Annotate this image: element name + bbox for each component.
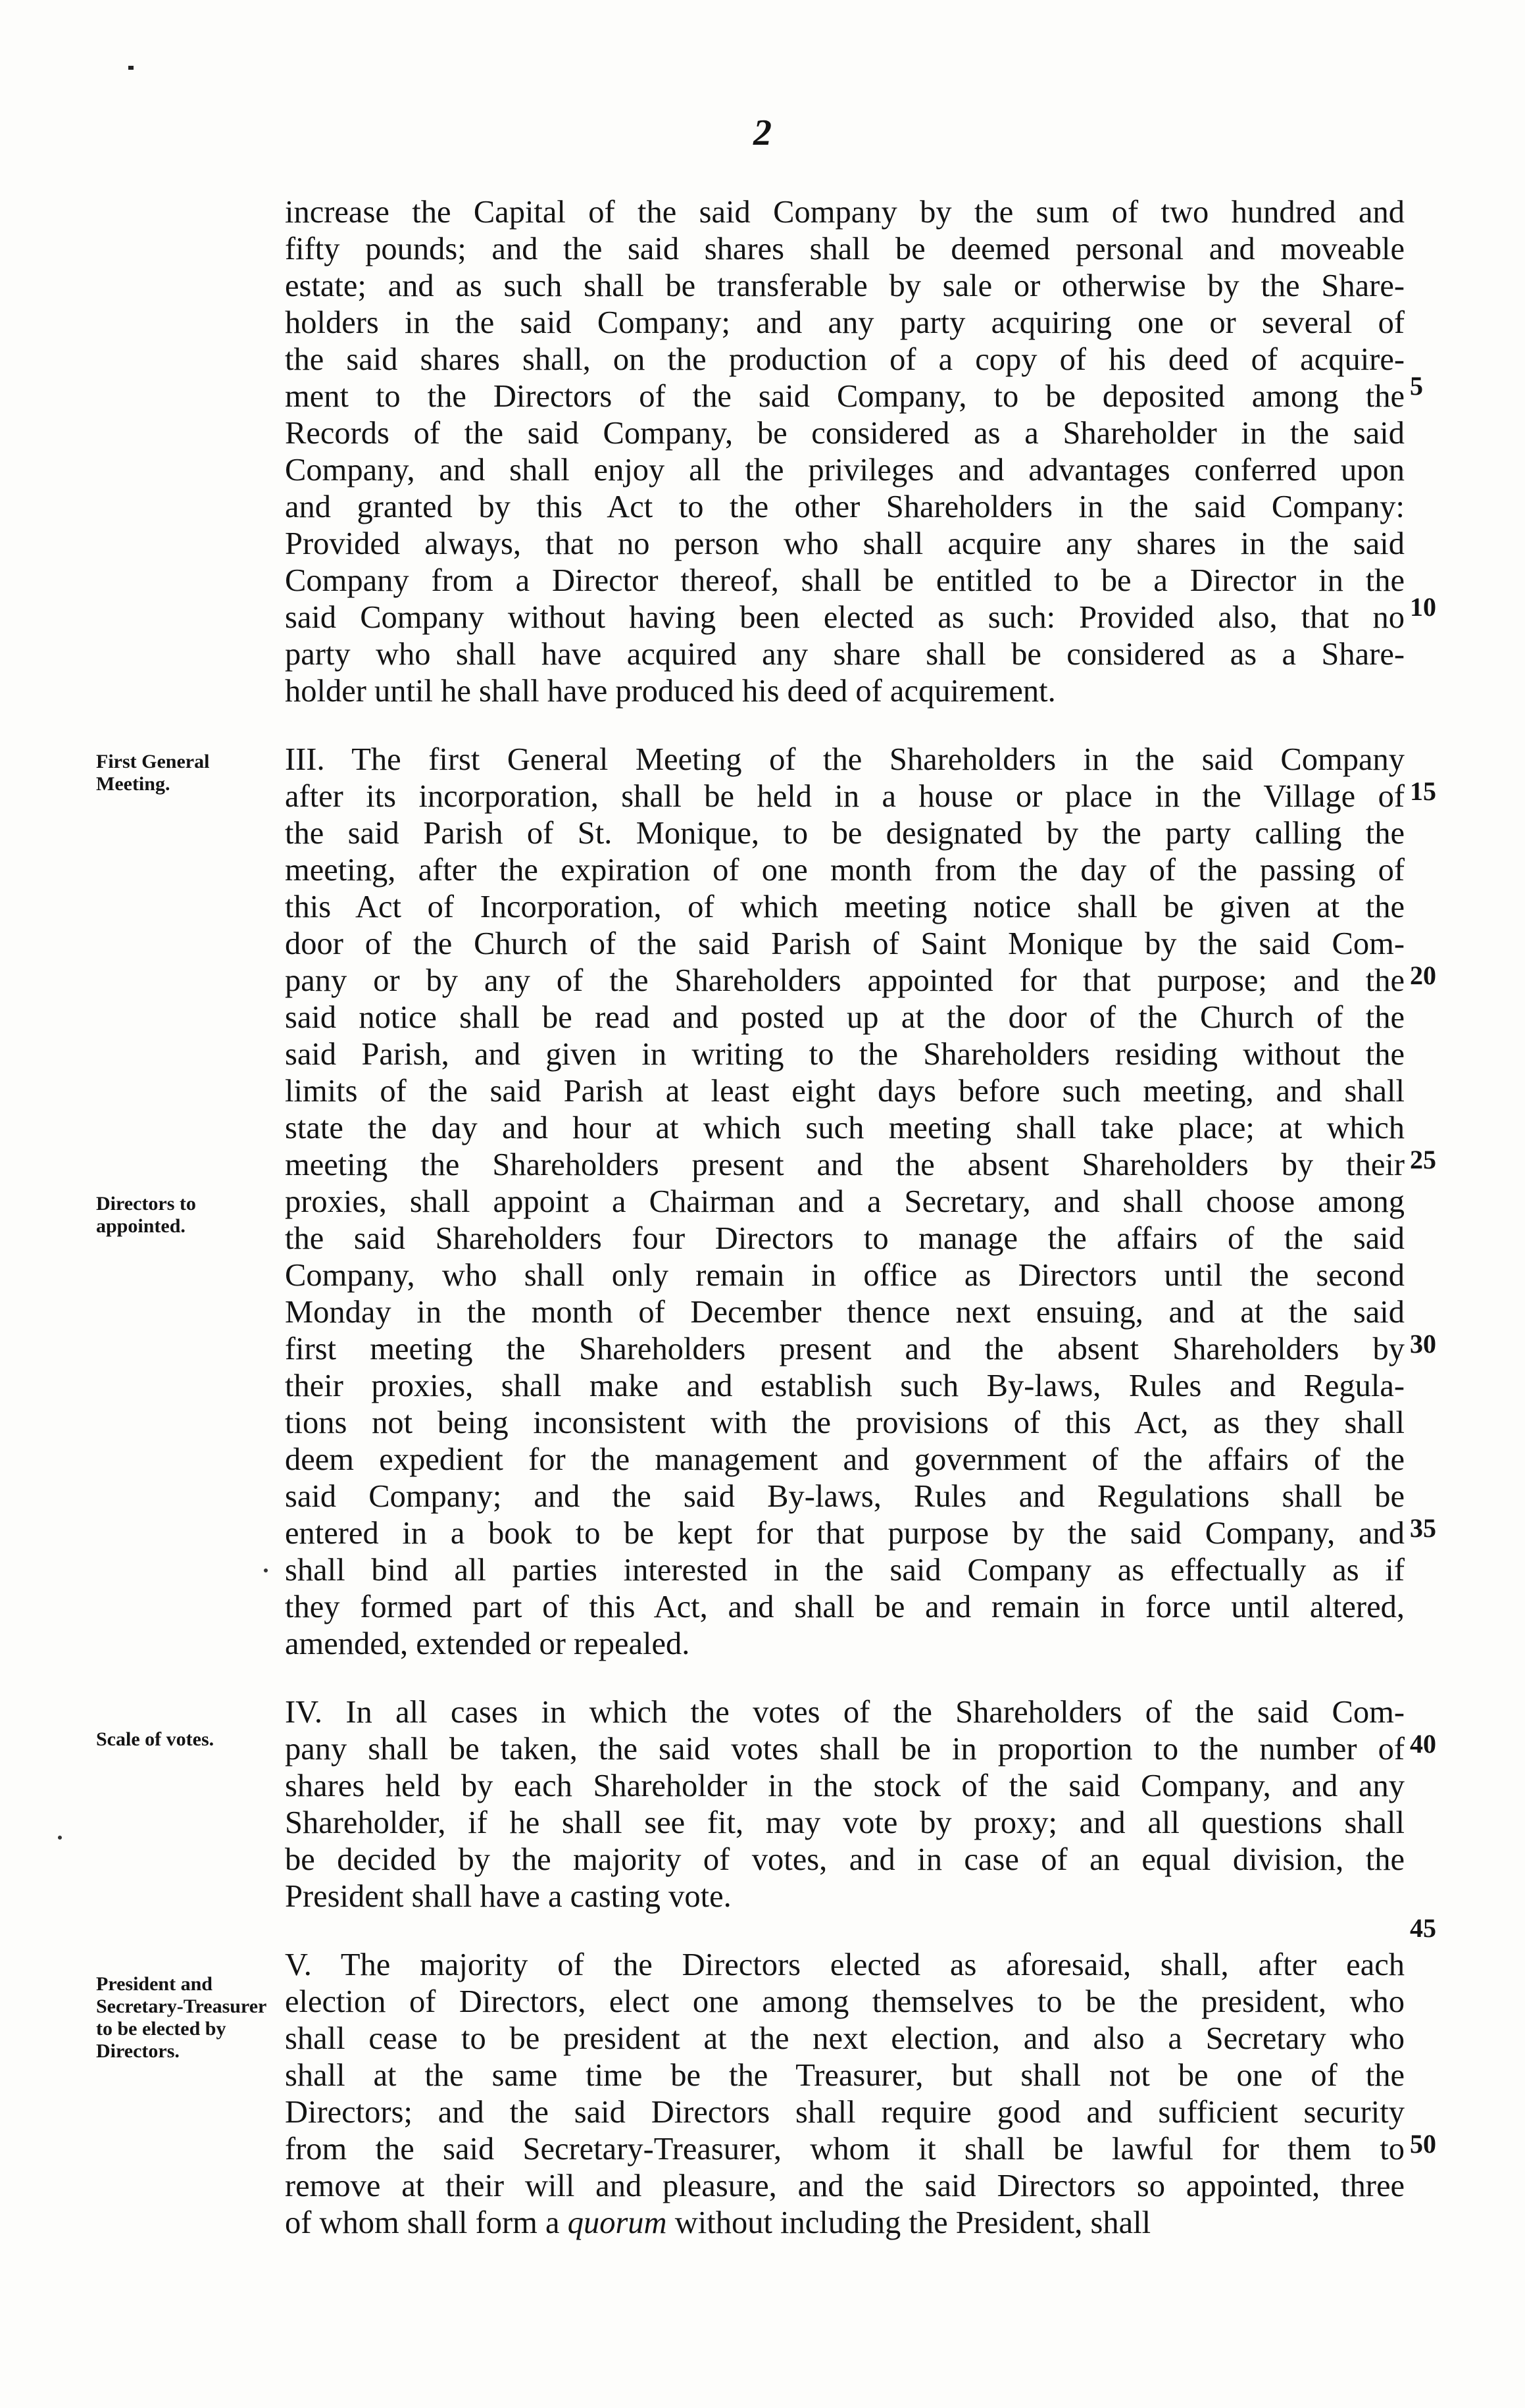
text-line: after its incorporation, shall be held in a house or place in the Village of [285,779,1405,814]
ink-dot [58,1836,62,1840]
text-line: Company from a Director thereof, shall be entitled to be a Director in the [285,563,1405,598]
text-line: Shareholder, if he shall see fit, may vote by proxy; and all questions shall [285,1805,1405,1840]
text-line: remove at their will and pleasure, and the said Directors so appointed, three [285,2169,1405,2203]
text-line: increase the Capital of the said Company by the sum of two hundred and [285,195,1405,230]
margin-note-scale-of-votes: Scale of votes. [96,1728,214,1750]
text-line: Company, who shall only remain in office as Directors until the second [285,1258,1405,1293]
text-line: shall cease to be president at the next election, and also a Secretary who [285,2021,1405,2056]
text-line: President shall have a casting vote. [285,1879,732,1914]
margin-note-president-secretary: President and Secretary-Treasurer to be elected by Directors. [96,1973,266,2062]
text-line: shall at the same time be the Treasurer, but shall not be one of the [285,2058,1405,2093]
text-line: Records of the said Company, be considered as a Shareholder in the said [285,416,1405,451]
text-line: IV. In all cases in which the votes of the Shareholders of the said Com- [285,1695,1405,1730]
margin-note-first-general-meeting: First General Meeting. [96,751,210,795]
line-number: 25 [1410,1145,1436,1174]
line-number: 35 [1410,1513,1436,1543]
text-line: their proxies, shall make and establish such By-laws, Rules and Regula- [285,1368,1405,1403]
line-number: 45 [1410,1913,1436,1943]
line-number: 20 [1410,961,1436,990]
line-number: 10 [1410,592,1436,622]
text-line: pany shall be taken, the said votes shall be in proportion to the number of [285,1732,1405,1767]
text-line: amended, extended or repealed. [285,1626,690,1661]
margin-note-directors-appointed: Directors to appointed. [96,1193,196,1237]
text-line: shall bind all parties interested in the said Company as effectually as if [285,1553,1405,1588]
text-line: the said Parish of St. Monique, to be designated by the party calling the [285,816,1405,851]
line-number: 15 [1410,776,1436,806]
ink-dot [264,1568,268,1572]
body-text [285,194,1405,2242]
text-line: deem expedient for the management and government of the affairs of the [285,1442,1405,1477]
text-line: V. The majority of the Directors elected as aforesaid, shall, after each [285,1947,1405,1982]
text-line: shares held by each Shareholder in the stock of the said Company, and any [285,1768,1405,1803]
text-line: election of Directors, elect one among themselves to be the president, who [285,1984,1405,2019]
text-line: said notice shall be read and posted up at the door of the Church of the [285,1000,1405,1035]
text-line: this Act of Incorporation, of which meeting notice shall be given at the [285,890,1405,924]
text-line: tions not being inconsistent with the provisions of this Act, as they shall [285,1405,1405,1440]
paragraph [285,1947,1405,2242]
line-number: 5 [1410,371,1423,401]
text-line: ment to the Directors of the said Company, to be deposited among the [285,379,1405,414]
text-line: meeting the Shareholders present and the absent Shareholders by their [285,1147,1405,1182]
line-number: 40 [1410,1729,1436,1759]
line-number: 50 [1410,2129,1436,2159]
text-line: III. The first General Meeting of the Shareholders in the said Company [285,742,1405,777]
text-line: Company, and shall enjoy all the privileges and advantages conferred upon [285,453,1405,488]
text-line: door of the Church of the said Parish of Saint Monique by the said Com- [285,926,1405,961]
text-line: said Company; and the said By-laws, Rules and Regulations shall be [285,1479,1405,1514]
ink-mark [128,66,134,70]
text-line: pany or by any of the Shareholders appointed for that purpose; and the [285,963,1405,998]
text-line: entered in a book to be kept for that purpose by the said Company, and [285,1516,1405,1551]
text-line: limits of the said Parish at least eight days before such meeting, and shall [285,1074,1405,1109]
text-line: proxies, shall appoint a Chairman and a Secretary, and shall choose among [285,1184,1405,1219]
text-line: party who shall have acquired any share shall be considered as a Share- [285,637,1405,672]
text-line: the said Shareholders four Directors to manage the affairs of the said [285,1221,1405,1256]
text-line: said Company without having been elected as such: Provided also, that no [285,600,1405,635]
paragraph [285,741,1405,1663]
page-number: 2 [753,113,772,153]
text-line: first meeting the Shareholders present and the absent Shareholders by [285,1332,1405,1367]
text-line: Monday in the month of December thence next ensuing, and at the said [285,1295,1405,1330]
text-line: holders in the said Company; and any party acquiring one or several of [285,305,1405,340]
text-line: of whom shall form a quorum without including the President, shall [285,2205,1151,2240]
text-line: meeting, after the expiration of one month from the day of the passing of [285,853,1405,888]
text-line: state the day and hour at which such meeting shall take place; at which [285,1111,1405,1145]
paragraph [285,1694,1405,1915]
text-line: fifty pounds; and the said shares shall be deemed personal and moveable [285,232,1405,266]
text-line: Provided always, that no person who shall acquire any shares in the said [285,526,1405,561]
line-number: 30 [1410,1329,1436,1359]
text-line: Directors; and the said Directors shall require good and sufficient security [285,2095,1405,2130]
paragraph [285,194,1405,710]
text-line: be decided by the majority of votes, and in case of an equal division, the [285,1842,1405,1877]
text-line: said Parish, and given in writing to the Shareholders residing without the [285,1037,1405,1072]
text-line: the said shares shall, on the production of a copy of his deed of acquire- [285,342,1405,377]
text-line: holder until he shall have produced his deed of acquirement. [285,674,1056,709]
text-line: estate; and as such shall be transferable by sale or otherwise by the Share- [285,268,1405,303]
text-line: from the said Secretary-Treasurer, whom it shall be lawful for them to [285,2132,1405,2167]
text-line: they formed part of this Act, and shall be and remain in force until altered, [285,1590,1405,1624]
text-line: and granted by this Act to the other Shareholders in the said Company: [285,489,1405,524]
